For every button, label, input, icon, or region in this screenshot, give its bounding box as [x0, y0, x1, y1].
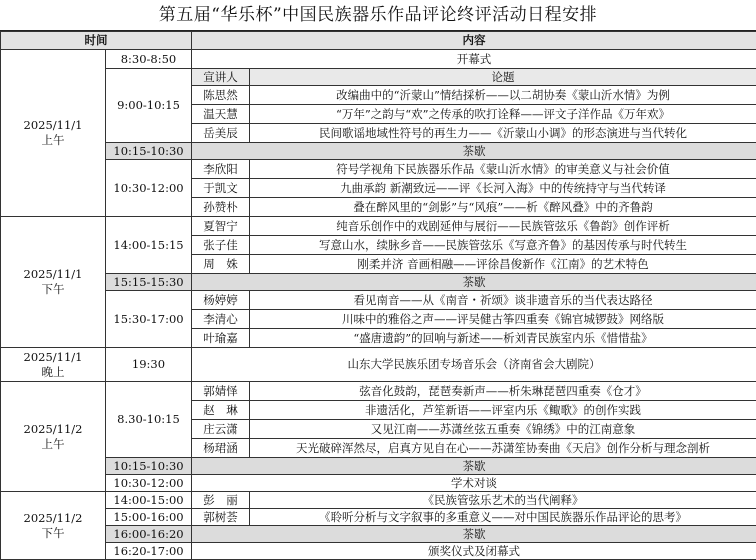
speaker-name: 李欣阳 — [192, 160, 250, 179]
time-slot: 16:20-17:00 — [106, 543, 192, 560]
speaker-name: 孙赞朴 — [192, 198, 250, 217]
talk-topic: “万年”之韵与“欢”之传承的吹打诠释——评文子洋作品《万年欢》 — [250, 105, 756, 124]
speaker-name: 郭树荟 — [192, 509, 250, 526]
day-period: 晚上 — [4, 365, 102, 380]
day-date: 2025/11/2 — [4, 422, 102, 437]
speaker-name: 李清心 — [192, 310, 250, 329]
speaker-name: 周 姝 — [192, 255, 250, 274]
time-slot: 19:30 — [106, 348, 192, 382]
day-date: 2025/11/1 — [4, 267, 102, 282]
break-row — [1, 458, 756, 475]
time-slot: 10:30-12:00 — [106, 160, 192, 217]
event-row — [1, 50, 756, 69]
time-slot: 15:15-15:30 — [106, 274, 192, 291]
page-title: 第五届“华乐杯”中国民族器乐作品评论终评活动日程安排 — [0, 0, 756, 31]
schedule-table — [0, 31, 756, 560]
time-slot: 15:30-17:00 — [106, 291, 192, 348]
break-row — [1, 526, 756, 543]
break-row — [1, 274, 756, 291]
time-slot: 14:00-15:15 — [106, 217, 192, 274]
speaker-name: 彭 丽 — [192, 492, 250, 509]
day-date: 2025/11/1 — [4, 118, 102, 133]
day-date-cell — [1, 217, 106, 348]
header-content: 内容 — [192, 32, 756, 50]
day-date-cell — [1, 50, 106, 217]
event-row — [1, 543, 756, 560]
talk-topic: 民间歌谣地域性符号的再生力——《沂蒙山小调》的形态演进与当代转化 — [250, 124, 756, 143]
speaker-name: 叶瑜嘉 — [192, 329, 250, 348]
tea-break-label: 茶歇 — [192, 458, 756, 475]
speaker-name: 夏智宁 — [192, 217, 250, 236]
event-label: 开幕式 — [192, 50, 756, 69]
event-row — [1, 348, 756, 382]
time-slot: 8.30-10:15 — [106, 382, 192, 458]
table-row — [1, 382, 756, 401]
talk-topic: 写意山水，续脉乡音——民族管弦乐《写意齐鲁》的基因传承与时代转生 — [250, 236, 756, 255]
event-label: 山东大学民族乐团专场音乐会（济南省会大剧院） — [192, 348, 756, 382]
tea-break-label: 茶歇 — [192, 274, 756, 291]
tea-break-label: 茶歇 — [192, 143, 756, 160]
table-row — [1, 509, 756, 526]
day-date-cell — [1, 492, 106, 560]
speaker-name: 郭婧怿 — [192, 382, 250, 401]
speaker-name: 陈思然 — [192, 86, 250, 105]
time-slot: 10:30-12:00 — [106, 475, 192, 492]
sub-header-row — [1, 69, 756, 86]
talk-topic: 天光破碎浑然尽，启真方见自在心——苏潇笙协奏曲《天启》创作分析与理念剖析 — [250, 439, 756, 458]
tea-break-label: 茶歇 — [192, 526, 756, 543]
event-label: 学术对谈 — [192, 475, 756, 492]
talk-topic: 弦音化鼓韵，琵琶奏新声——析朱琳琵琶四重奏《仓才》 — [250, 382, 756, 401]
day-period: 下午 — [4, 526, 102, 541]
speaker-name: 岳美辰 — [192, 124, 250, 143]
time-slot: 9:00-10:15 — [106, 69, 192, 143]
talk-topic: 川味中的雅俗之声——评吴健古筝四重奏《锦官城锣鼓》网络版 — [250, 310, 756, 329]
day-period: 上午 — [4, 437, 102, 452]
day-period: 下午 — [4, 282, 102, 297]
table-row — [1, 217, 756, 236]
schedule-body — [1, 50, 756, 560]
speaker-name: 杨珺涵 — [192, 439, 250, 458]
talk-topic: 看见南音——从《南音・祈颂》谈非遗音乐的当代表达路径 — [250, 291, 756, 310]
table-row — [1, 160, 756, 179]
talk-topic: 纯音乐创作中的戏剧延伸与展衍——民族管弦乐《鲁韵》创作评析 — [250, 217, 756, 236]
talk-topic: 改编曲中的“沂蒙山”情结採析——以二胡协奏《蒙山沂水情》为例 — [250, 86, 756, 105]
talk-topic: 叠在醉风里的“剑影”与“风痕”——析《醉风叠》中的齐鲁韵 — [250, 198, 756, 217]
talk-topic: 《聆听分析与文字叙事的多重意义——对中国民族器乐作品评论的思考》 — [250, 509, 756, 526]
talk-topic: “盛唐遗韵”的回响与新述——析刘青民族室内乐《惜惜盐》 — [250, 329, 756, 348]
day-date: 2025/11/2 — [4, 511, 102, 526]
table-header-row — [1, 32, 756, 50]
talk-topic: 又见江南——苏潇丝弦五重奏《锦绣》中的江南意象 — [250, 420, 756, 439]
day-date-cell — [1, 348, 106, 382]
table-row — [1, 291, 756, 310]
speaker-name: 于凯文 — [192, 179, 250, 198]
talk-topic: 刚柔并济 音画相融——评徐昌俊新作《江南》的艺术特色 — [250, 255, 756, 274]
event-row — [1, 475, 756, 492]
talk-topic: 《民族管弦乐艺术的当代阐释》 — [250, 492, 756, 509]
speaker-name: 赵 琳 — [192, 401, 250, 420]
event-label: 颁奖仪式及闭幕式 — [192, 543, 756, 560]
talk-topic: 符号学视角下民族器乐作品《蒙山沂水情》的审美意义与社会价值 — [250, 160, 756, 179]
day-date: 2025/11/1 — [4, 350, 102, 365]
time-slot: 15:00-16:00 — [106, 509, 192, 526]
speaker-name: 温天慧 — [192, 105, 250, 124]
speaker-name: 杨婷婷 — [192, 291, 250, 310]
day-date-cell — [1, 382, 106, 492]
header-time: 时间 — [1, 32, 192, 50]
talk-topic: 非遗活化，芦笙新语——评室内乐《鲰歌》的创作实践 — [250, 401, 756, 420]
table-row — [1, 492, 756, 509]
speaker-header: 宣讲人 — [192, 69, 250, 86]
speaker-name: 张子佳 — [192, 236, 250, 255]
speaker-name: 庄云潇 — [192, 420, 250, 439]
break-row — [1, 143, 756, 160]
time-slot: 14:00-15:00 — [106, 492, 192, 509]
day-period: 上午 — [4, 133, 102, 148]
talk-topic: 九曲承韵 新潮致远——评《长河入海》中的传统持守与当代转译 — [250, 179, 756, 198]
time-slot: 10:15-10:30 — [106, 143, 192, 160]
time-slot: 16:00-16:20 — [106, 526, 192, 543]
topic-header: 论题 — [250, 69, 756, 86]
time-slot: 10:15-10:30 — [106, 458, 192, 475]
time-slot: 8:30-8:50 — [106, 50, 192, 69]
